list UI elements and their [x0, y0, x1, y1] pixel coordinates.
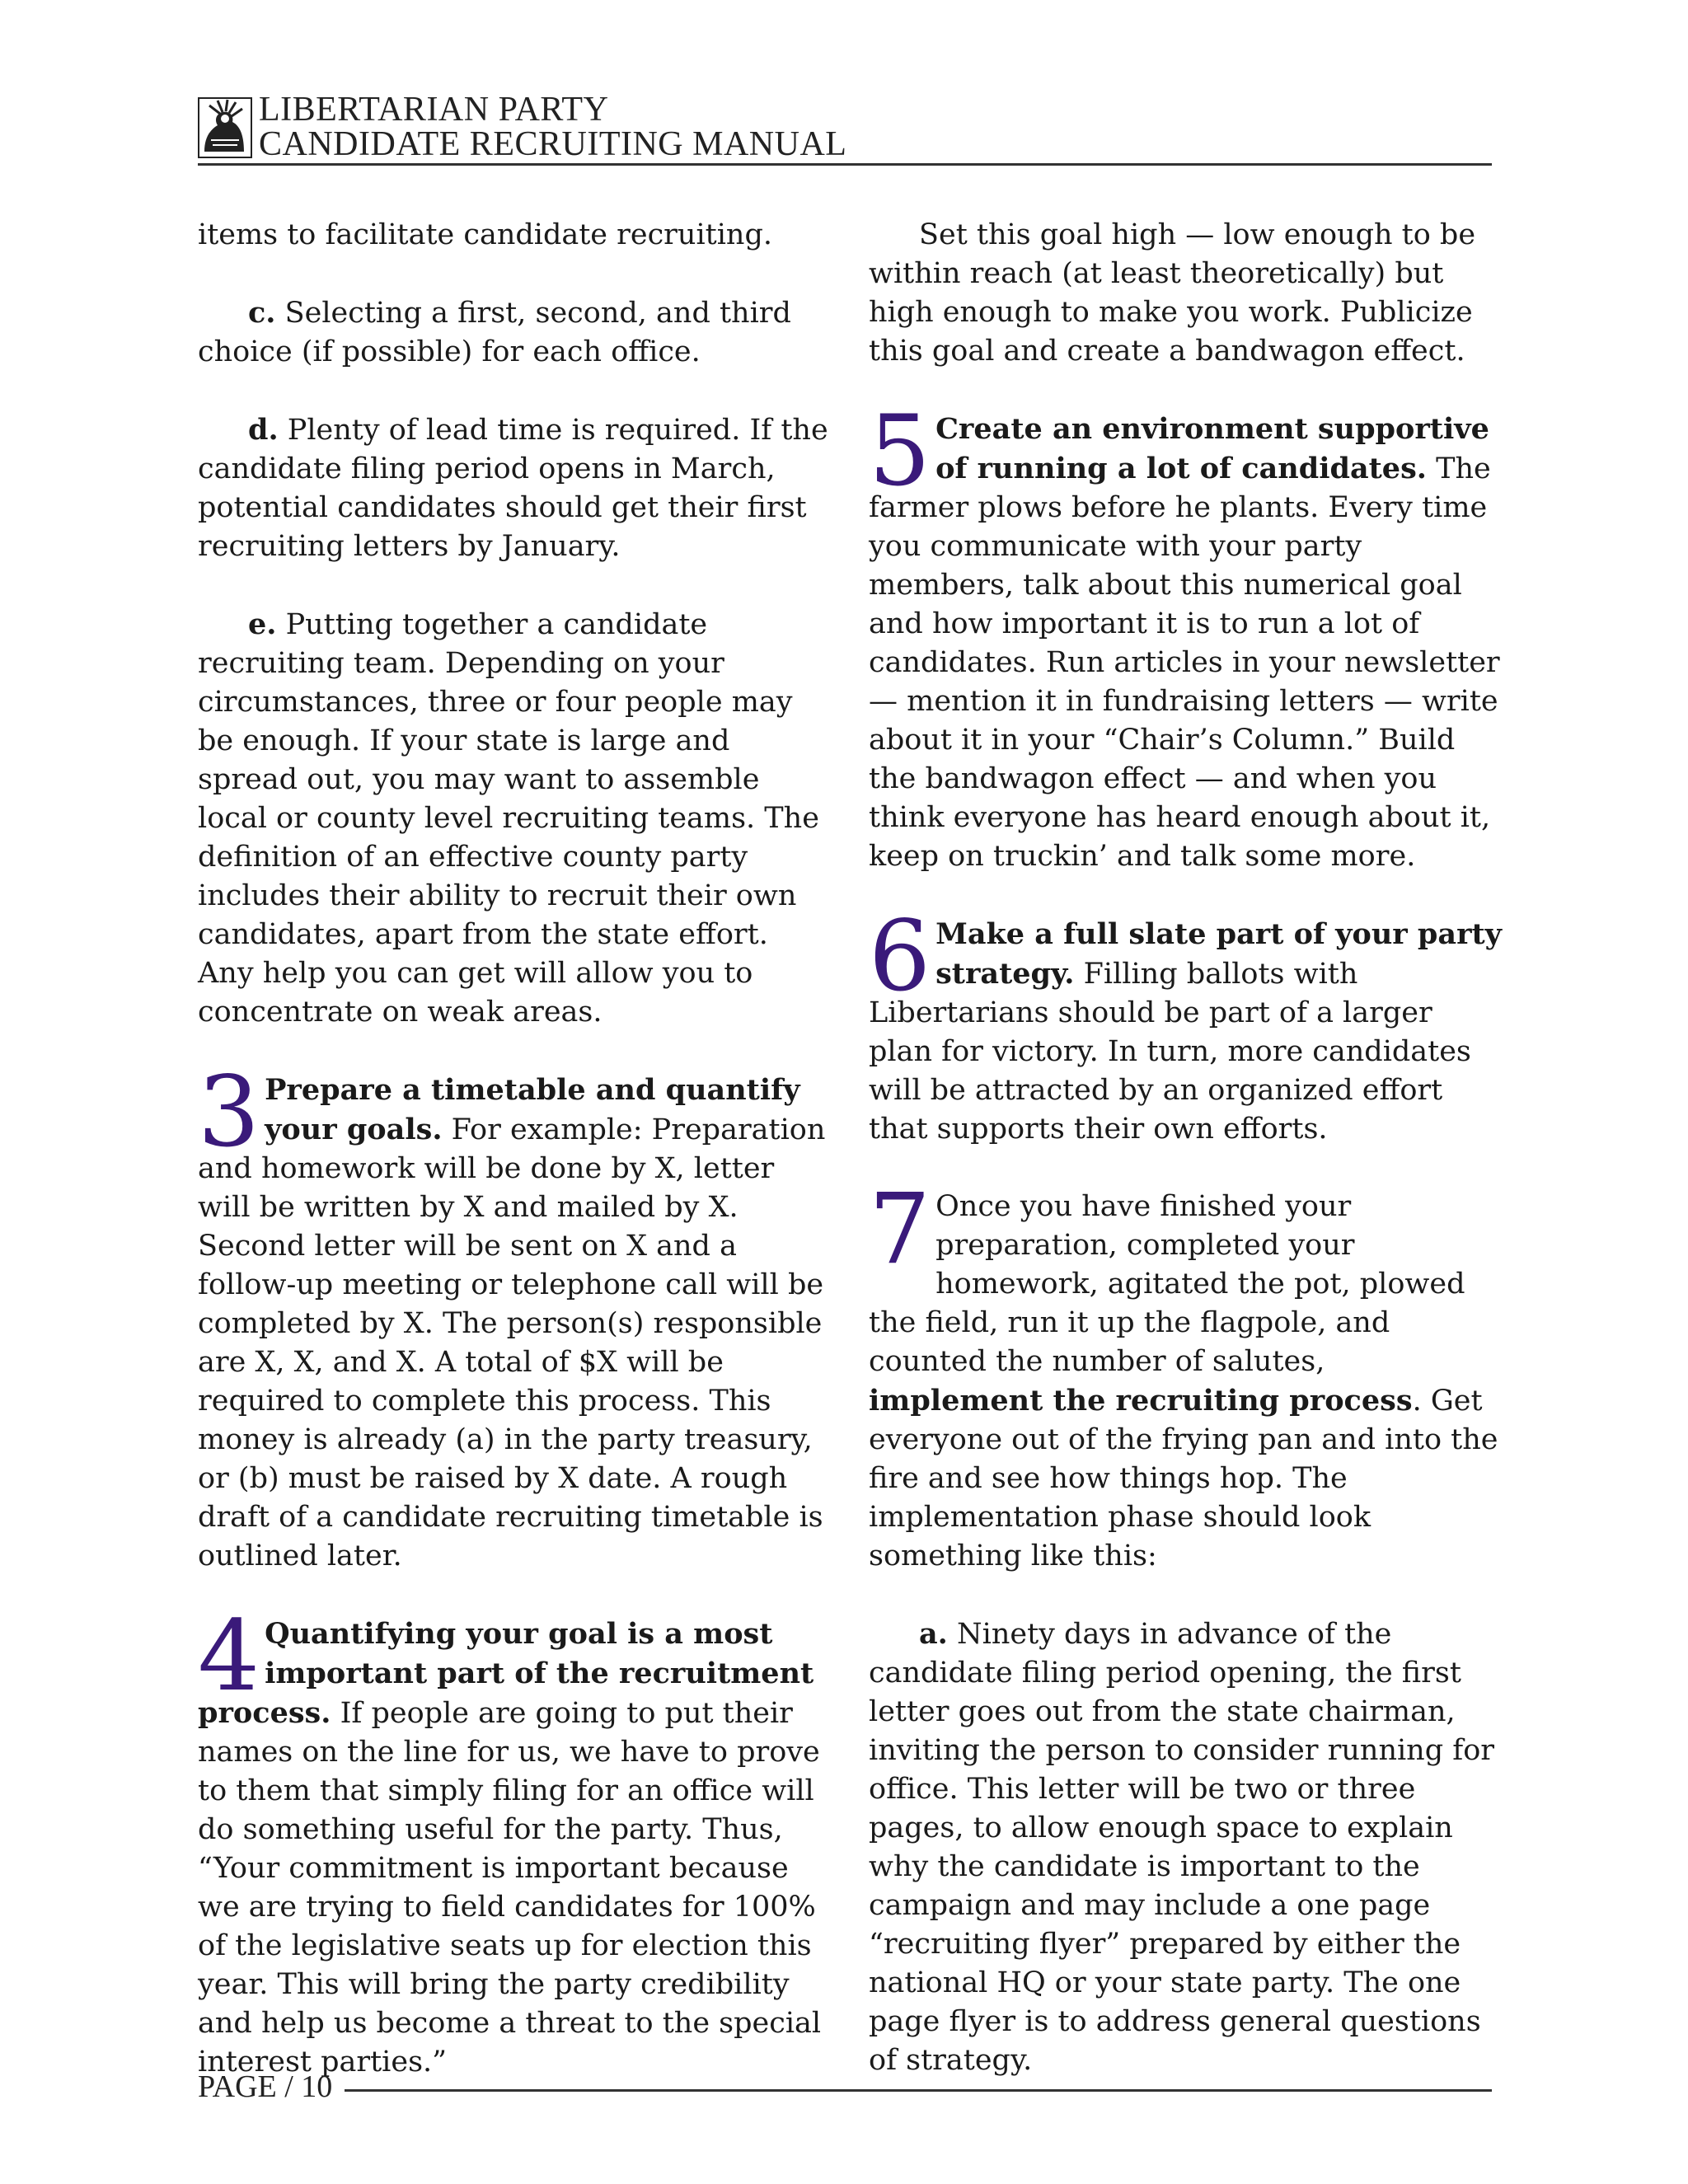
item-4-heading: Quantifying your goal is a most important part of the recruitment process. [198, 1617, 814, 1730]
footer-rule [345, 2089, 1492, 2092]
page-header [198, 92, 1492, 166]
sub-item-c-text: Selecting a first, second, and third choice (if possible) for each office. [198, 297, 791, 368]
sub-item-d [198, 410, 832, 566]
item-5-heading: Create an environment supportive of running a lot of candidates. [935, 412, 1489, 485]
paragraph-intro: items to facilitate candidate recruiting. [198, 218, 772, 251]
item-6-text: Filling ballots with Libertarians should be part of a larger plan for victory. In turn, more candidates will be attracted by an organized effort that supports their own efforts. [869, 958, 1471, 1146]
sub-item-a-text: Ninety days in advance of the candidate filing period opening, the first letter goes out from the state chairman, inviting the person to consider running for office. This letter will be two or three pages, to allow enough space to explain why the candidate is important to the campaign and may include a one page “recruiting flyer” prepared by either the national HQ or your state party. The one page flyer is to address general questions of strategy. [869, 1618, 1495, 2077]
statue-of-liberty-logo [198, 97, 252, 158]
sub-item-e [198, 605, 832, 1032]
page-footer [198, 2069, 1492, 2110]
drop-cap-3: 3 [198, 1055, 260, 1169]
sub-item-d-text: Plenty of lead time is required. If the candidate filing period opens in March, potential candidates should get their first recruiting letters by January. [198, 414, 828, 563]
sub-item-e-text: Putting together a candidate recruiting team. Depending on your circumstances, three or four people may be enough. If your state is large and spread out, you may want to assemble local or county level recruiting teams. The definition of an effective county party includes their ability to recruit their own candidates, apart from the state effort. Any help you can get will allow you to concentrate on weak areas. [198, 608, 819, 1029]
drop-cap-6: 6 [869, 899, 931, 1013]
item-3-heading: Prepare a timetable and quantify your goals. [265, 1073, 800, 1146]
sub-item-c [198, 293, 832, 372]
numbered-item-4 [198, 1599, 832, 2082]
right-column [869, 216, 1503, 2119]
manual-title [259, 92, 846, 162]
sub-item-c-label: c. [248, 296, 276, 330]
item-5-text: The farmer plows before he plants. Every time you communicate with your party members, talk about this numerical goal and how important it is to run a lot of candidates. Run articles in your newsletter — mention it in fundraising letters — write about it in your “Chair’s Column.” Build the bandwagon effect — and when you think everyone has heard enough about it, keep on truckin’ and talk some more. [869, 452, 1500, 873]
item-3-text: For example: Preparation and homework will be done by X, letter will be written by X and mailed by X. Second letter will be sent on X and a follow-up meeting or telephone call will be completed by X. The person(s) responsible are X, X, and X. A total of $X will be required to complete this process. This money is already (a) in the party treasury, or (b) must be raised by X date. A rough draft of a candidate recruiting timetable is outlined later. [198, 1113, 826, 1572]
numbered-item-5 [869, 394, 1503, 876]
paragraph-goal: Set this goal high — low enough to be within reach (at least theoretically) but high enough to make you work. Publicize this goal and create a bandwagon effect. [869, 218, 1476, 368]
numbered-item-7 [869, 1172, 1503, 1576]
numbered-item-3 [198, 1055, 832, 1576]
item-7-text-end: . Get everyone out of the frying pan and into the fire and see how things hop. The implementation phase should look something like this: [869, 1385, 1498, 1572]
item-4-text: If people are going to put their names on the line for us, we have to prove to them that simply filing for an office will do something useful for the party. Thus, “Your commitment is important because we are trying to field candidates for 100% of the legislative seats up for election this year. This will bring the party credibility and help us become a threat to the special interest parties.” [198, 1697, 822, 2079]
sub-item-d-label: d. [248, 413, 279, 447]
item-6-heading: Make a full slate part of your party strategy. [935, 917, 1503, 991]
page-number: PAGE / 10 [198, 2069, 333, 2104]
sub-item-a [869, 1615, 1503, 2080]
left-column [198, 216, 832, 2121]
drop-cap-4: 4 [198, 1599, 260, 1713]
item-7-emphasis: implement the recruiting process [869, 1384, 1413, 1418]
title-line-1: LIBERTARIAN PARTY [259, 91, 609, 129]
drop-cap-5: 5 [869, 394, 931, 508]
item-7-text-start: Once you have finished your preparation, completed your homework, agitated the pot, plowed the field, run it up the flagpole, and counted the number of salutes, [869, 1190, 1465, 1378]
drop-cap-7: 7 [869, 1172, 931, 1286]
sub-item-a-label: a. [919, 1617, 948, 1651]
title-line-2: CANDIDATE RECRUITING MANUAL [259, 125, 847, 163]
sub-item-e-label: e. [248, 607, 277, 641]
numbered-item-6 [869, 899, 1503, 1149]
